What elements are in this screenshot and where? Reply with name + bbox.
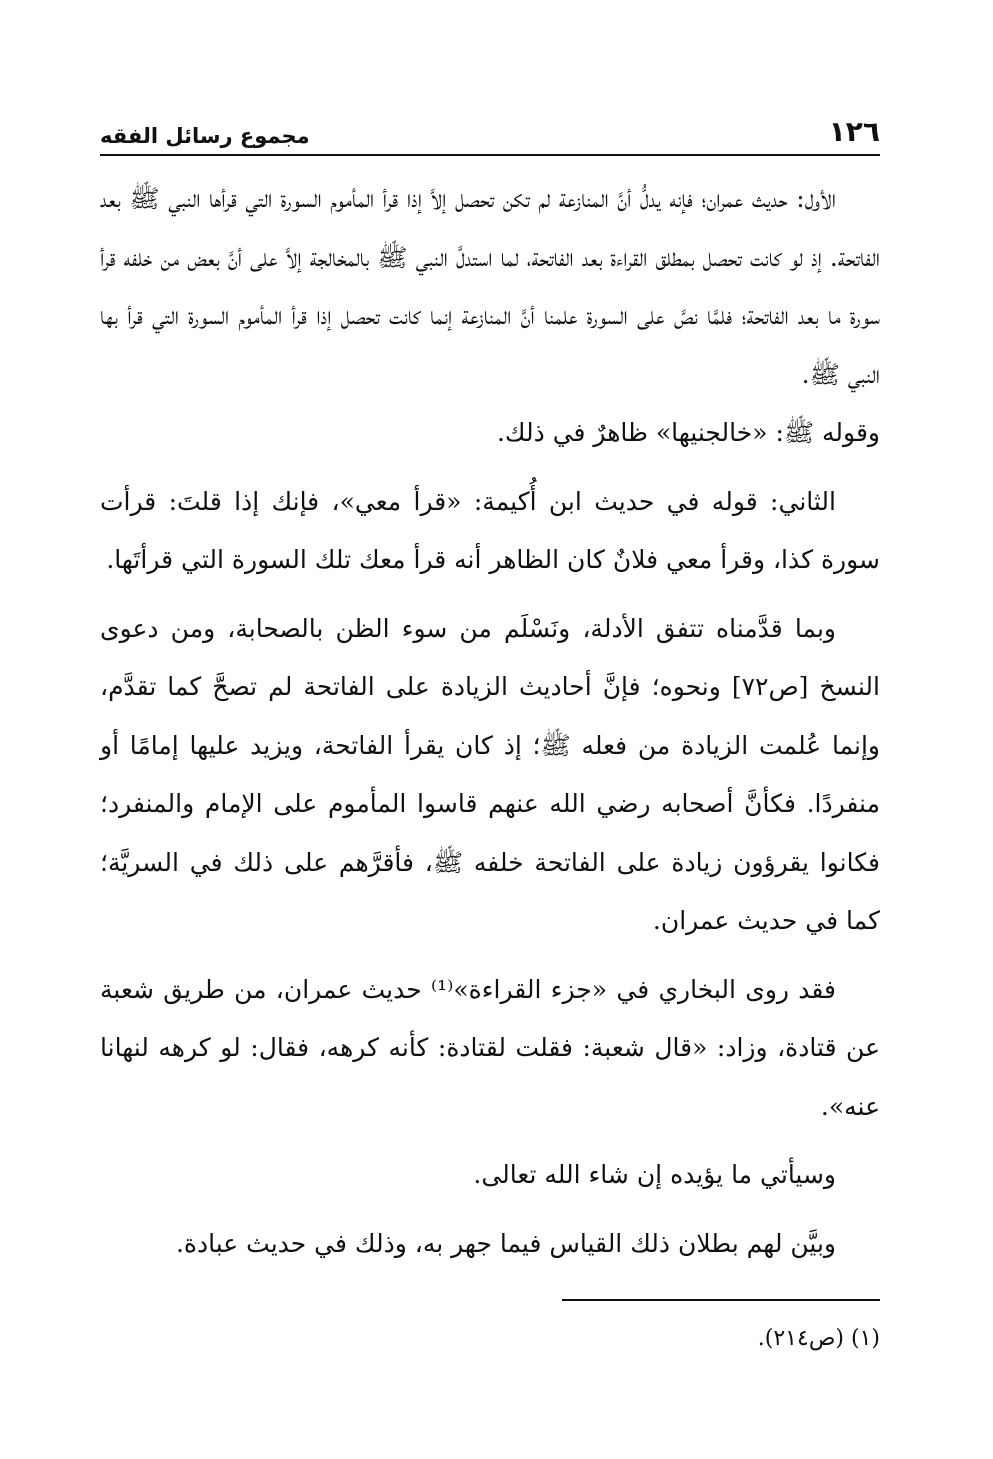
- body-text: [100, 170, 880, 1273]
- paragraph-bukhari-narration: فقد روى البخاري في «جزء القراءة»⁽¹⁾ حديث عمران، من طريق شعبة عن قتادة، وزاد: «قال شعبة: فقلت لقتادة: كأنه كرهه، فقال: لو كرهه لنهانا عنه».: [100, 974, 880, 1121]
- footnote: (١) (ص٢١٤).: [757, 1326, 880, 1351]
- paragraph-reconciliation: وبما قدَّمناه تتفق الأدلة، ونَسْلَم من سوء الظن بالصحابة، ومن دعوى النسخ [ص٧٢] ونحوه؛ فإنَّ أحاديث الزيادة على الفاتحة لم تصحَّ كما تقدَّم، وإنما عُلمت الزيادة من فعله ﷺ؛ إذ كان يقرأ الفاتحة، ويزيد عليها إمامًا أو منفردًا. فكأنَّ أصحابه رضي الله عنهم قاسوا المأموم على الإمام والمنفرد؛ فكانوا يقرؤون زيادة على الفاتحة خلفه ﷺ، فأقرَّهم على ذلك في السريَّة؛ كما في حديث عمران.: [100, 613, 880, 935]
- paragraph-second-point: الثاني: قوله في حديث ابن أُكيمة: «قرأ معي»، فإنك إذا قلتَ: قرأت سورة كذا، وقرأ معي فلانٌ كان الظاهر أنه قرأ معك تلك السورة التي قرأتَها.: [100, 486, 880, 574]
- page-header: [100, 108, 880, 156]
- paragraph-ubada: وبيَّن لهم بطلان ذلك القياس فيما جهر به، وذلك في حديث عبادة.: [175, 1228, 836, 1258]
- paragraph-first-point: الأول: حديث عمران؛ فإنه يدلُّ أنَّ المنازعة لم تكن تحصل إلاَّ إذا قرأ المأموم السورة التي قرأها النبي ﷺ بعد الفاتحة. إذ لو كانت تحصل بمطلق القراءة بعد الفاتحة، لما استدلَّ النبي ﷺ بالمخالجة إلاَّ على أنَّ بعض من خلفه قرأ سورة ما بعد الفاتحة؛ فلمَّا نصَّ على السورة علمنا أنَّ المنازعة إنما كانت تحصل إذا قرأ المأموم السورة التي قرأ بها النبي ﷺ.: [100, 184, 880, 389]
- paragraph-khalajaniha: وقوله ﷺ: «خالجنيها» ظاهرٌ في ذلك.: [496, 418, 880, 447]
- book-page: [100, 108, 880, 1359]
- paragraph-forthcoming: وسيأتي ما يؤيده إن شاء الله تعالى.: [473, 1160, 836, 1189]
- running-title: مجموع رسائل الفقه: [100, 124, 310, 148]
- page-number: ١٢٦: [828, 115, 880, 148]
- footnote-divider: [562, 1299, 880, 1301]
